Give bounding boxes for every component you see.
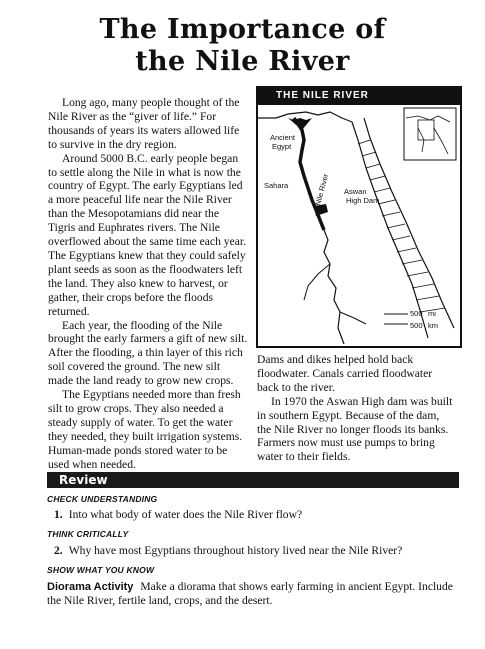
review-title: Review <box>59 473 108 487</box>
paragraph: Dams and dikes helped hold back floodwater. Canals carried floodwater back to the river. <box>257 353 433 394</box>
paragraph: Around 5000 B.C. early people began to settle along the Nile in what is now the country of Egypt. The early Egyptians led a more peaceful life near the Nile River than the Mesopotamians did near the Tigris and Euphrates rivers. The Nile overflowed about the same time each year. The Egyptians knew that they could safely plant seeds as soon as the floodwaters left the land. They also knew to harvest, or gather, their crops before the floods returned. <box>48 151 246 318</box>
inset-map-frame <box>404 108 456 160</box>
label-nile-river: Nile River <box>313 172 331 207</box>
question-1 <box>54 508 302 521</box>
question-number: 1. <box>54 508 63 521</box>
map-header <box>258 88 460 105</box>
section-heading: THINK CRITICALLY <box>47 529 129 539</box>
section-heading: CHECK UNDERSTANDING <box>47 494 158 504</box>
red-sea-hatch <box>358 140 445 312</box>
review-header <box>47 472 459 488</box>
question-text: Why have most Egyptians throughout history lived near the Nile River? <box>68 544 403 557</box>
diorama-activity <box>47 580 457 608</box>
upper-nile <box>324 230 344 344</box>
map-graphic <box>258 88 460 346</box>
nile-river-map <box>256 86 462 348</box>
paragraph: In 1970 the Aswan High dam was built in southern Egypt. Because of the dam, the Nile River no longer floods its banks. Farmers now must use pumps to bring water to their fields. <box>257 394 453 464</box>
scale-unit: km <box>428 321 438 330</box>
paragraph: Long ago, many people thought of the Nile River as the “giver of life.” For thousands of years its waters allowed life to survive in the dry region. <box>48 96 240 151</box>
label-ancient: Ancient <box>270 133 296 142</box>
tributary <box>340 312 366 324</box>
scale-unit: mi <box>428 309 436 318</box>
question-text: Into what body of water does the Nile River flow? <box>68 508 303 521</box>
paragraph: The Egyptians needed more than fresh silt to grow crops. They also needed a steady supply of water. To get the water they needed, they built irrigation systems. Human-made ponds stored water to be used when needed. <box>48 388 243 471</box>
activity-label: Diorama Activity <box>47 581 134 593</box>
activity-text: Make a diorama that shows early farming in ancient Egypt. Include the Nile River, fertile land, crops, and the desert. <box>47 580 453 607</box>
label-sahara: Sahara <box>264 181 289 190</box>
question-2 <box>54 544 402 557</box>
label-high-dam: High Dam <box>346 196 380 205</box>
tributary <box>304 264 330 300</box>
right-column-text <box>257 353 455 464</box>
paragraph: Each year, the flooding of the Nile brought the early farmers a gift of new silt. After the flooding, a thin layer of this rich soil covered the ground. The new silt made the land ready to grow new crops. <box>48 318 248 388</box>
nile-delta <box>288 118 312 130</box>
scale-value: 500 <box>410 321 423 330</box>
question-number: 2. <box>54 544 63 557</box>
map-title: THE NILE RIVER <box>276 90 369 101</box>
page-title <box>0 14 485 78</box>
page-title-line-2: the Nile River <box>135 46 350 77</box>
section-heading: SHOW WHAT YOU KNOW <box>47 565 155 575</box>
label-egypt: Egypt <box>272 142 292 151</box>
page-title-line-1: The Importance of <box>99 14 386 45</box>
scale-value: 500 <box>410 309 423 318</box>
left-column-text <box>48 96 248 471</box>
label-aswan: Aswan <box>344 187 367 196</box>
